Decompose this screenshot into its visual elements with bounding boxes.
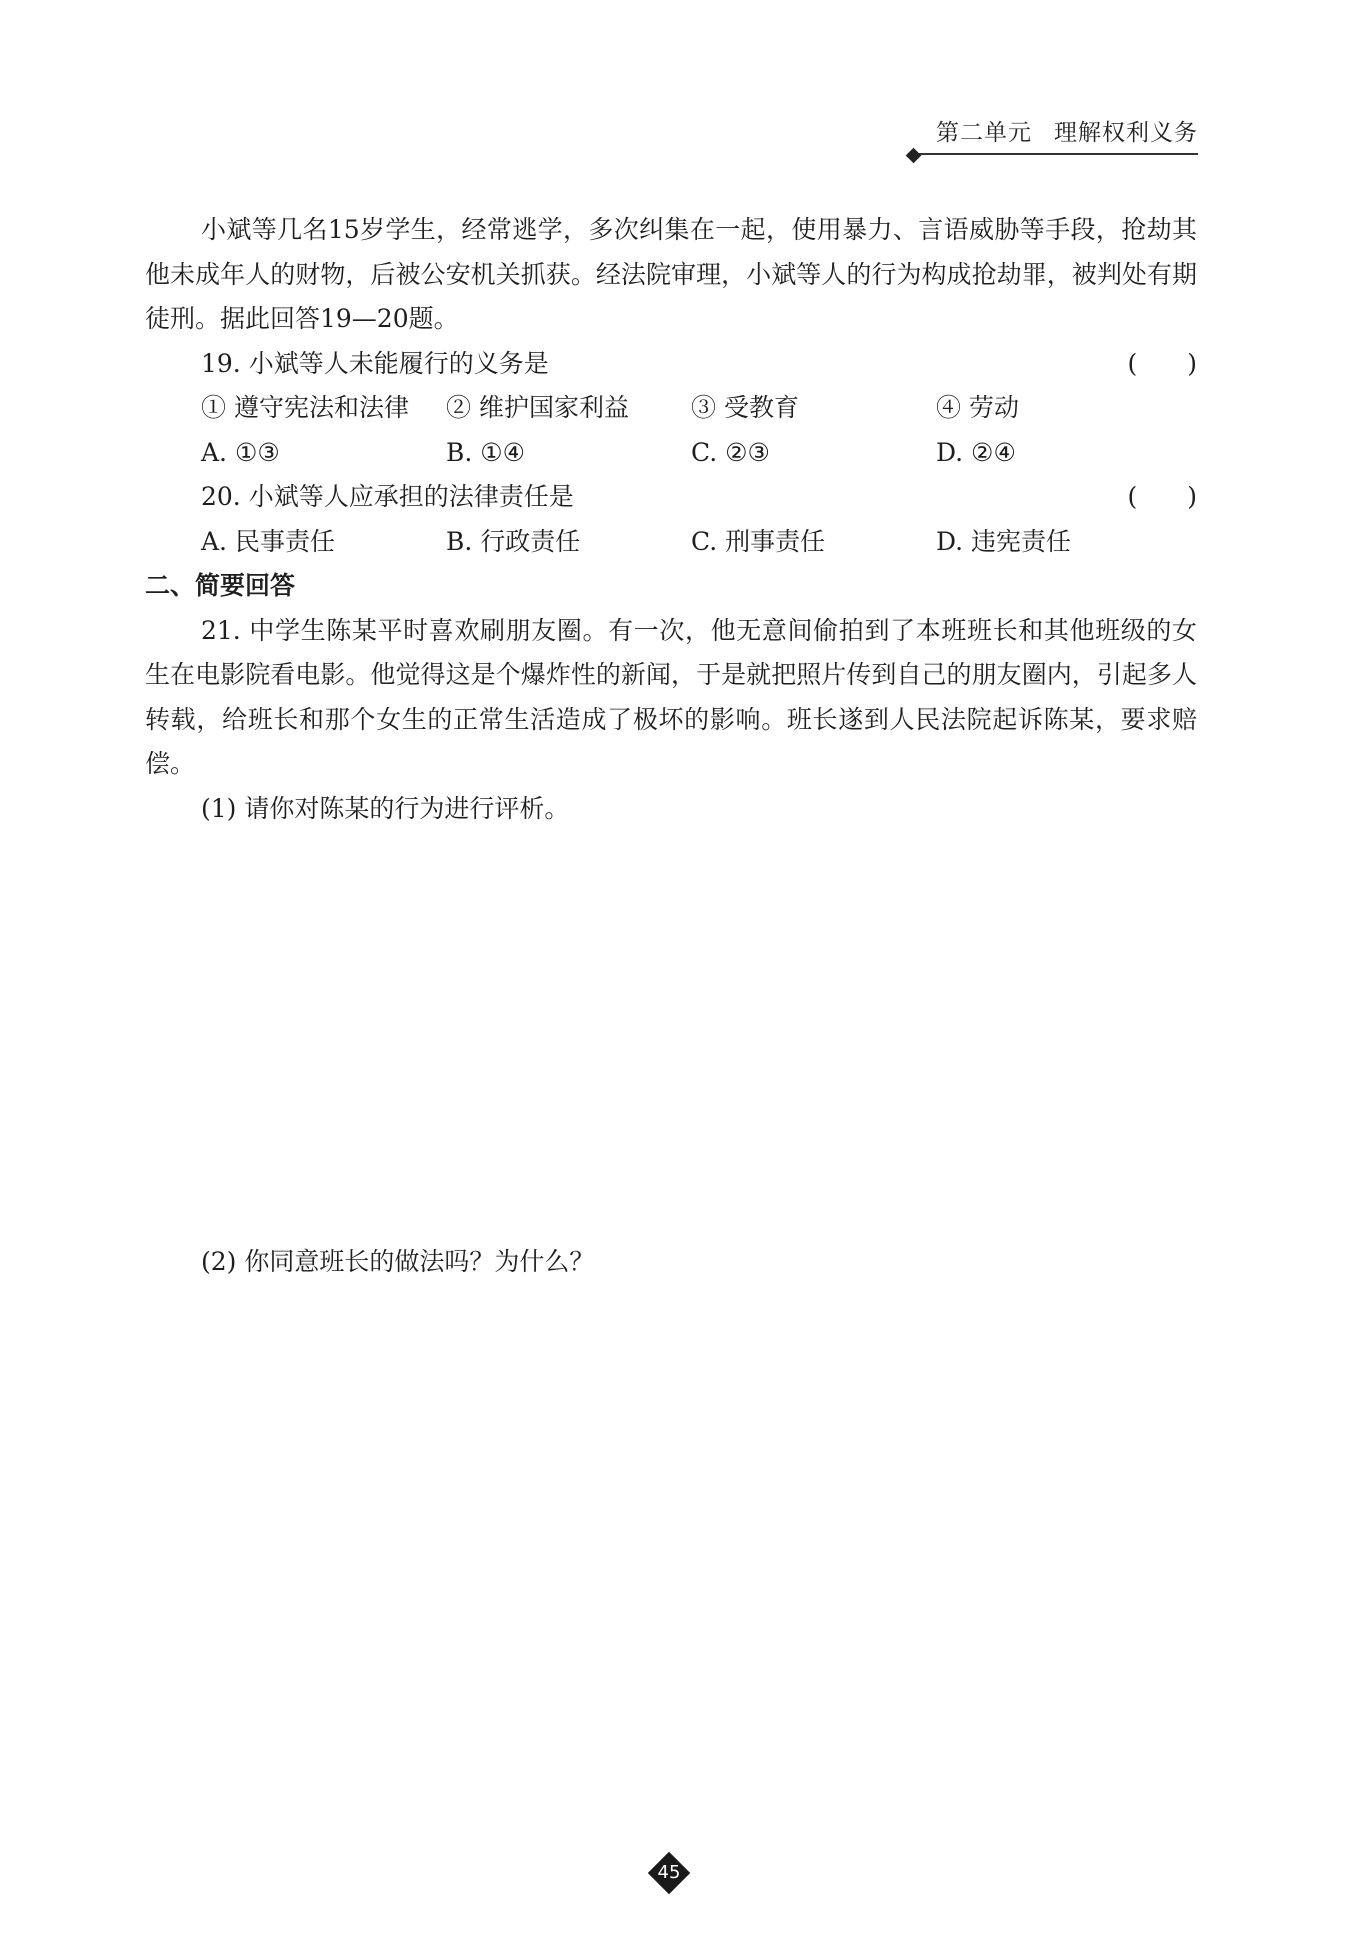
statement-2: ② 维护国家利益 bbox=[446, 393, 629, 422]
option-a: A. 民事责任 bbox=[201, 526, 335, 556]
option-d: D. 违宪责任 bbox=[936, 526, 1072, 556]
question-21: 21. 中学生陈某平时喜欢刷朋友圈。有一次，他无意间偷拍到了本班班长和其他班级的女生在电影院看电影。他觉得这是个爆炸性的新闻，于是就把照片传到自己的朋友圈内，引起多人转载，给班长和那个女生的正常生活造成了极坏的影响。班长遂到人民法院起诉陈某，要求赔偿。 bbox=[145, 615, 1197, 778]
statement-1: ① 遵守宪法和法律 bbox=[201, 393, 409, 422]
question-20-options bbox=[145, 520, 1197, 565]
header-unit: 第二单元 bbox=[936, 120, 1032, 146]
question-20-stem: 20. 小斌等人应承担的法律责任是 bbox=[201, 482, 574, 511]
question-19-options bbox=[145, 431, 1197, 476]
question-21-part-1: (1) 请你对陈某的行为进行评析。 bbox=[201, 793, 570, 823]
section-2-title: 二、简要回答 bbox=[145, 571, 296, 600]
option-a: A. ①③ bbox=[201, 437, 280, 467]
option-b: B. ①④ bbox=[446, 437, 526, 467]
question-19-stem: 19. 小斌等人未能履行的义务是 bbox=[201, 348, 549, 378]
diamond-bullet-icon bbox=[906, 148, 922, 164]
header-title: 理解权利义务 bbox=[1054, 120, 1198, 146]
question-19-answer-blank: ( ) bbox=[1127, 348, 1197, 378]
case-intro: 小斌等几名15岁学生，经常逃学，多次纠集在一起，使用暴力、言语威胁等手段，抢劫其他未成年人的财物，后被公安机关抓获。经法院审理，小斌等人的行为构成抢劫罪，被判处有期徒刑。据此回答19—20题。 bbox=[145, 215, 1197, 333]
question-19-statements bbox=[145, 386, 1197, 431]
question-20 bbox=[145, 475, 1197, 520]
question-20-answer-blank: ( ) bbox=[1127, 482, 1197, 511]
option-c: C. ②③ bbox=[691, 437, 770, 467]
main-content bbox=[145, 208, 1197, 831]
question-19 bbox=[145, 342, 1197, 387]
statement-3: ③ 受教育 bbox=[691, 393, 799, 422]
running-header bbox=[908, 114, 1198, 155]
question-21-part-2: (2) 你同意班长的做法吗？为什么？ bbox=[201, 1247, 595, 1276]
page-number-badge bbox=[648, 1852, 690, 1894]
option-d: D. ②④ bbox=[936, 437, 1016, 467]
option-b: B. 行政责任 bbox=[446, 526, 581, 556]
page-number: 45 bbox=[657, 1862, 681, 1883]
option-c: C. 刑事责任 bbox=[691, 526, 826, 556]
statement-4: ④ 劳动 bbox=[936, 393, 1019, 422]
